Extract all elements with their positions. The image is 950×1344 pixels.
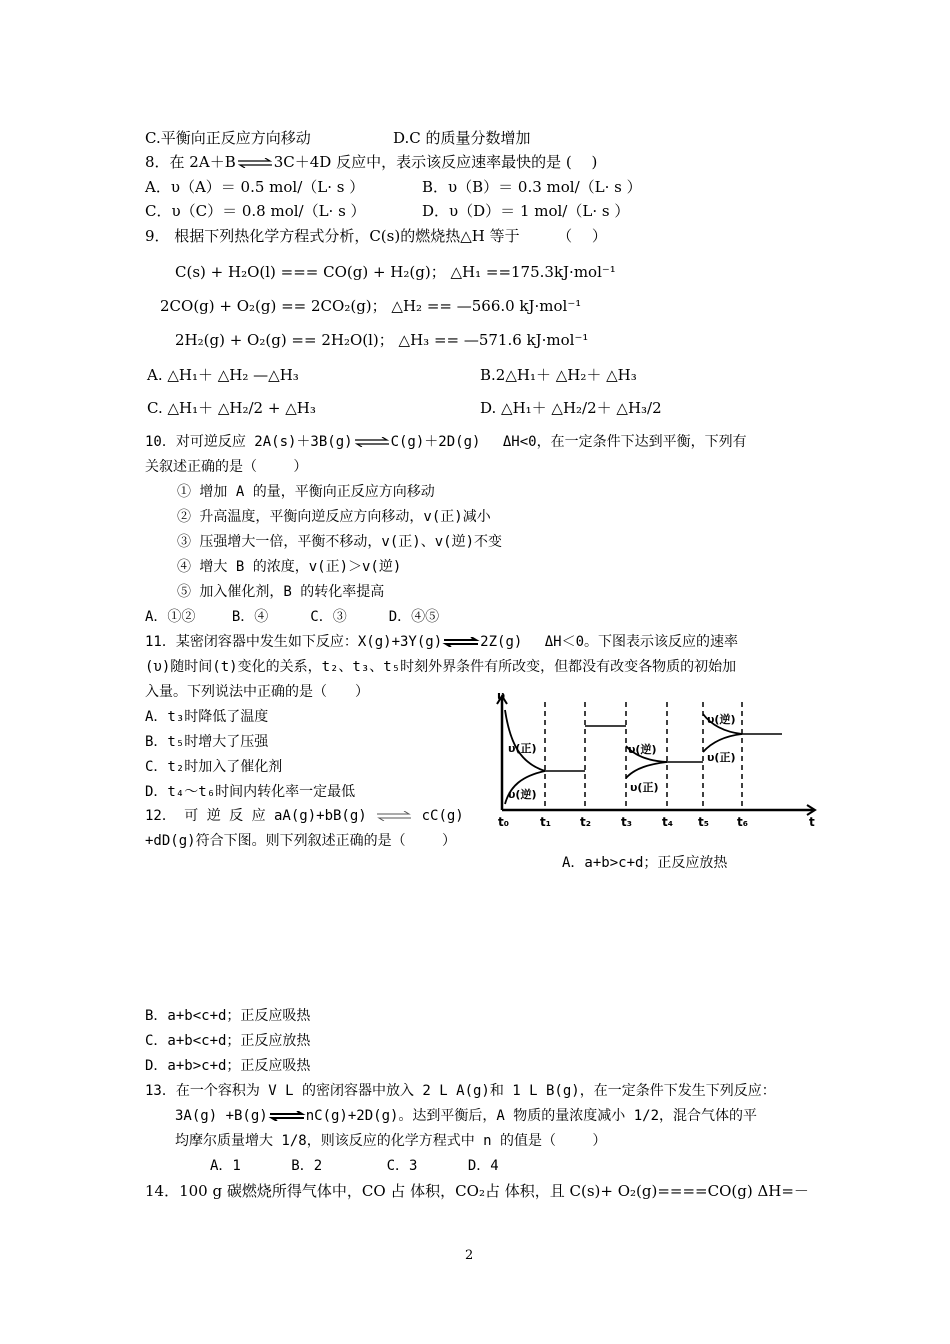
curve-forward-2 <box>703 734 742 752</box>
q12-stem-b: +dD(g)符合下图。则下列叙述正确的是（ ） <box>145 833 456 849</box>
tick-t3: t₃ <box>621 815 632 828</box>
q7-option-d: D.C 的质量分数增加 <box>393 129 531 147</box>
q9-option-d: D. △H₁＋ △H₂/2＋ △H₃/2 <box>480 399 662 417</box>
x-axis-label: t <box>809 815 815 828</box>
label-forward-2: υ(正) <box>707 751 736 764</box>
q12-option-b: B．a+b<c+d；正反应吸热 <box>145 1008 311 1024</box>
q12-option-d: D．a+b>c+d；正反应吸热 <box>145 1058 311 1074</box>
q9-stem: 9． 根据下列热化学方程式分析，C(s)的燃烧热△H 等于 （ ） <box>145 227 607 245</box>
q14-stem: 14．100 g 碳燃烧所得气体中，CO 占 体积，CO₂占 体积，且 C(s)+ O₂(g)====CO(g) ΔH=－ <box>145 1182 809 1200</box>
q11-option-a: A．t₃时降低了温度 <box>145 709 269 725</box>
q9-eq2: 2CO(g) + O₂(g) == 2CO₂(g)； △H₂ == —566.0 kJ·mol⁻¹ <box>160 297 582 315</box>
equilibrium-arrow-icon <box>236 158 274 168</box>
label-reverse-2: υ(逆) <box>707 713 736 726</box>
q13-stem-a: 13．在一个容积为 V L 的密闭容器中放入 2 L A(g)和 1 L B(g)，在一定条件下发生下列反应： <box>145 1083 776 1099</box>
q8-stem-a: 8．在 2A＋B <box>145 153 236 171</box>
q8-option-a: A．υ（A）＝ 0.5 mol/（L· s ） <box>145 178 365 196</box>
tick-t5: t₅ <box>698 815 709 828</box>
q12-option-c: C．a+b<c+d；正反应放热 <box>145 1033 311 1049</box>
q13-stem-b2: nC(g)+2D(g)。达到平衡后，A 物质的量浓度减小 1/2，混合气体的平 <box>305 1108 758 1124</box>
equilibrium-arrow-icon <box>268 1111 306 1121</box>
q12-stem <box>145 806 464 826</box>
q8-option-b: B．υ（B）＝ 0.3 mol/（L· s ） <box>422 178 642 196</box>
q11-option-d: D．t₄～t₆时间内转化率一定最低 <box>145 784 356 800</box>
q13-stem-b <box>175 1106 757 1126</box>
page-number: 2 <box>465 1248 474 1263</box>
tick-t6: t₆ <box>737 815 748 828</box>
tick-t4: t₄ <box>662 815 673 828</box>
q11-option-b: B．t₅时增大了压强 <box>145 734 269 750</box>
label-reverse-0: υ(逆) <box>508 788 537 801</box>
q11-stem-c: (υ)随时间(t)变化的关系，t₂、t₃、t₅时刻外界条件有所改变，但都没有改变各物质的初始加 <box>145 659 737 675</box>
q12-stem-a: 12． 可 逆 反 应 aA(g)+bB(g) <box>145 808 367 824</box>
q9-option-a: A. △H₁＋ △H₂ —△H₃ <box>147 366 299 384</box>
q9-option-b: B.2△H₁＋ △H₂＋ △H₃ <box>480 366 637 384</box>
equilibrium-arrow-icon <box>375 811 413 821</box>
q10-item-2: ② 升高温度，平衡向逆反应方向移动，v(正)减小 <box>177 509 491 525</box>
q10-item-4: ④ 增大 B 的浓度，v(正)＞v(逆) <box>177 559 402 575</box>
q13-stem-b1: 3A(g) +B(g) <box>175 1108 268 1124</box>
q10-item-5: ⑤ 加入催化剂，B 的转化率提高 <box>177 584 385 600</box>
q7-option-c: C.平衡向正反应方向移动 <box>145 129 311 147</box>
label-forward-1: υ(正) <box>630 781 659 794</box>
q10-stem-b: C(g)＋2D(g) ΔH<0，在一定条件下达到平衡，下列有 <box>390 434 747 450</box>
y-axis-label: υ <box>497 689 506 703</box>
q11-stem <box>145 632 738 652</box>
label-reverse-1: υ(逆) <box>628 743 657 756</box>
q10-item-3: ③ 压强增大一倍，平衡不移动，v(正)、v(逆)不变 <box>177 534 502 550</box>
q8-option-d: D．υ（D）＝ 1 mol/（L· s ） <box>422 202 630 220</box>
q8-stem-b: 3C＋4D 反应中，表示该反应速率最快的是 ( ) <box>273 153 598 171</box>
q8-stem <box>145 152 597 172</box>
equilibrium-arrow-icon <box>442 637 480 647</box>
q10-options: A．①② B．④ C．③ D．④⑤ <box>145 609 440 625</box>
q10-item-1: ① 增加 A 的量，平衡向正反应方向移动 <box>177 484 435 500</box>
equilibrium-arrow-icon <box>353 437 391 447</box>
tick-t0: t₀ <box>498 815 509 828</box>
q12-stem-a2: cC(g) <box>421 808 464 824</box>
q8-option-c: C．υ（C）＝ 0.8 mol/（L· s ） <box>145 202 366 220</box>
q11-stem-d: 入量。下列说法中正确的是（ ） <box>145 684 369 700</box>
q10-stem-a: 10．对可逆反应 2A(s)＋3B(g) <box>145 434 353 450</box>
tick-t1: t₁ <box>540 815 551 828</box>
rate-time-chart <box>490 688 820 828</box>
curve-forward-0 <box>505 710 545 771</box>
q10-stem <box>145 432 747 452</box>
q11-stem-a: 11．某密闭容器中发生如下反应：X(g)+3Y(g) <box>145 634 443 650</box>
q9-eq1: C(s) + H₂O(l) === CO(g) + H₂(g)； △H₁ ==175.3kJ·mol⁻¹ <box>175 263 616 281</box>
q9-option-c: C. △H₁＋ △H₂/2 + △H₃ <box>147 399 316 417</box>
curve-forward-1 <box>626 762 667 778</box>
label-forward-0: υ(正) <box>508 742 537 755</box>
q10-stem-c: 关叙述正确的是（ ） <box>145 459 308 475</box>
q11-stem-b: 2Z(g) ΔH＜0。下图表示该反应的速率 <box>480 634 739 650</box>
q12-option-a: A．a+b>c+d；正反应放热 <box>562 855 728 871</box>
q13-options: A．1 B．2 C．3 D．4 <box>210 1158 499 1174</box>
q9-eq3: 2H₂(g) + O₂(g) == 2H₂O(l)； △H₃ == —571.6 kJ·mol⁻¹ <box>175 331 589 349</box>
q13-stem-d: 均摩尔质量增大 1/8，则该反应的化学方程式中 n 的值是（ ） <box>175 1133 607 1149</box>
tick-t2: t₂ <box>580 815 591 828</box>
q11-option-c: C．t₂时加入了催化剂 <box>145 759 283 775</box>
